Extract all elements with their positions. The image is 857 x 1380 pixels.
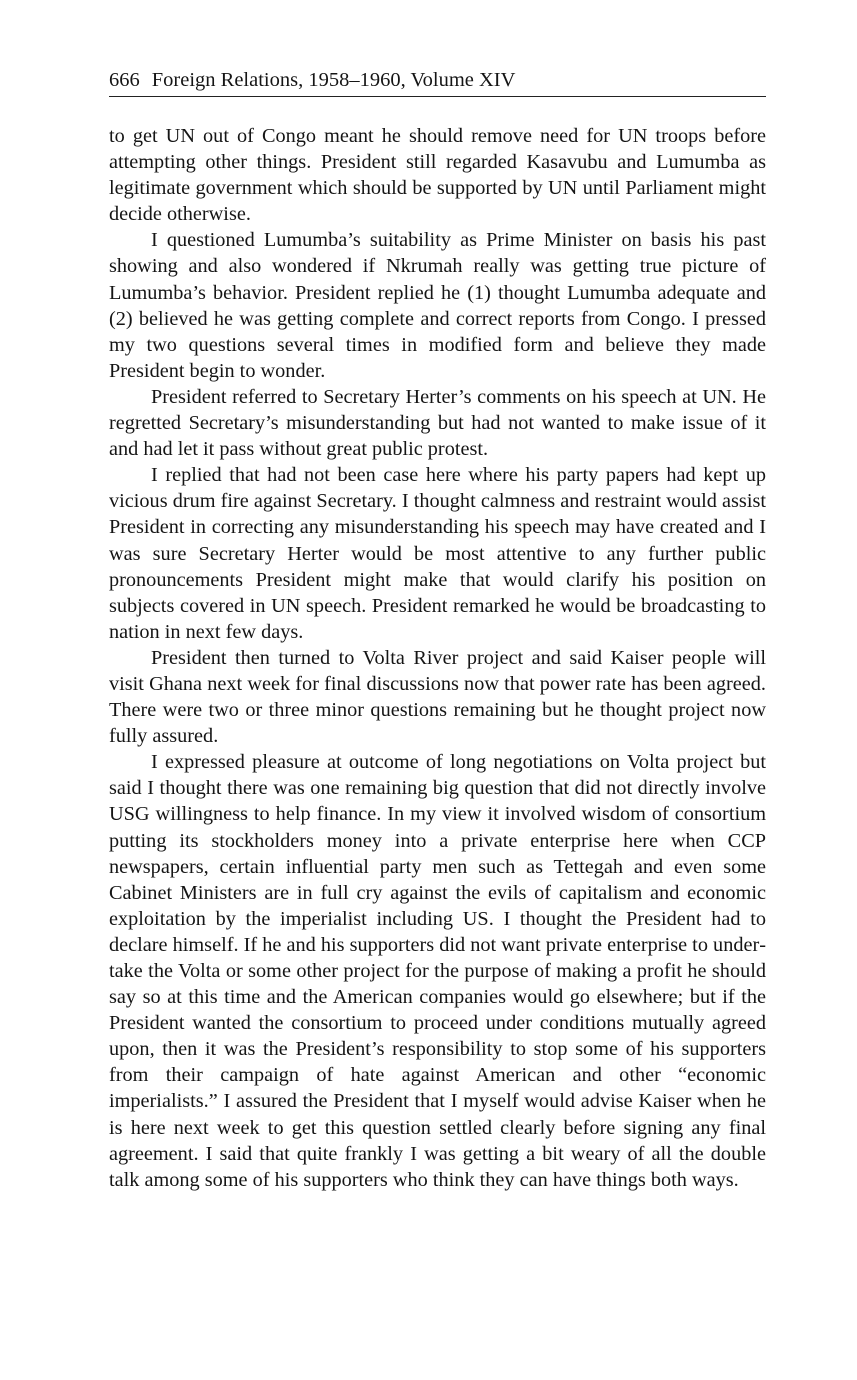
document-body — [109, 123, 766, 1193]
page-number: 666 — [109, 69, 140, 91]
paragraph: President then turned to Volta River project and said Kaiser people will visit Ghana next week for final discussions now that power rate has been agreed. There were two or three minor questions remaining but he thought project now fully assured. — [109, 646, 766, 748]
paragraph-continued: to get UN out of Congo meant he should remove need for UN troops before attempting other things. President still regarded Kasavubu and Lumumba as legitimate government which should be supported by UN until Parliament might decide otherwise. — [109, 125, 766, 226]
running-header — [109, 66, 766, 97]
paragraph: President referred to Secretary Herter’s comments on his speech at UN. He regretted Secretary’s misunderstanding but had not wanted to make issue of it and had let it pass without great public protest. — [109, 385, 766, 461]
paragraph: I expressed pleasure at outcome of long negotiations on Volta project but said I thought there was one remaining big question that did not directly involve USG willingness to help finance. In my view it involved wisdom of consortium putting its stockholders money into a private enterprise here when CCP newspapers, certain influential party men such as Tettegah and even some Cabinet Ministers are in full cry against the evils of capitalism and economic exploitation by the imperialist including US. I thought the President had to declare himself. If he and his supporters did not want private enterprise to undertake the Volta or some other project for the purpose of making a profit he should say so at this time and the American companies would go elsewhere; but if the President wanted the consortium to proceed under conditions mutually agreed upon, then it was the President’s responsibility to stop some of his supporters from their campaign of hate against American and other “economic imperialists.” I assured the President that I myself would advise Kaiser when he is here next week to get this question settled clearly before signing any final agreement. I said that quite frankly I was getting a bit weary of all the double talk among some of his supporters who think they can have things both ways. — [109, 751, 766, 1191]
running-title: Foreign Relations, 1958–1960, Volume XIV — [151, 69, 516, 91]
paragraph: I questioned Lumumba’s suitability as Prime Minister on basis his past showing and also wondered if Nkrumah really was getting true picture of Lumumba’s behavior. President replied he (1) thought Lumumba adequate and (2) believed he was getting complete and correct reports from Congo. I pressed my two questions several times in modified form and believe they made President begin to wonder. — [109, 229, 766, 382]
document-page — [109, 66, 766, 1193]
paragraph: I replied that had not been case here where his party papers had kept up vicious drum fire against Secretary. I thought calmness and restraint would assist President in correcting any misunderstanding his speech may have created and I was sure Secretary Herter would be most attentive to any further public pronouncements President might make that would clarify his position on subjects covered in UN speech. President remarked he would be broadcasting to nation in next few days. — [109, 464, 766, 643]
